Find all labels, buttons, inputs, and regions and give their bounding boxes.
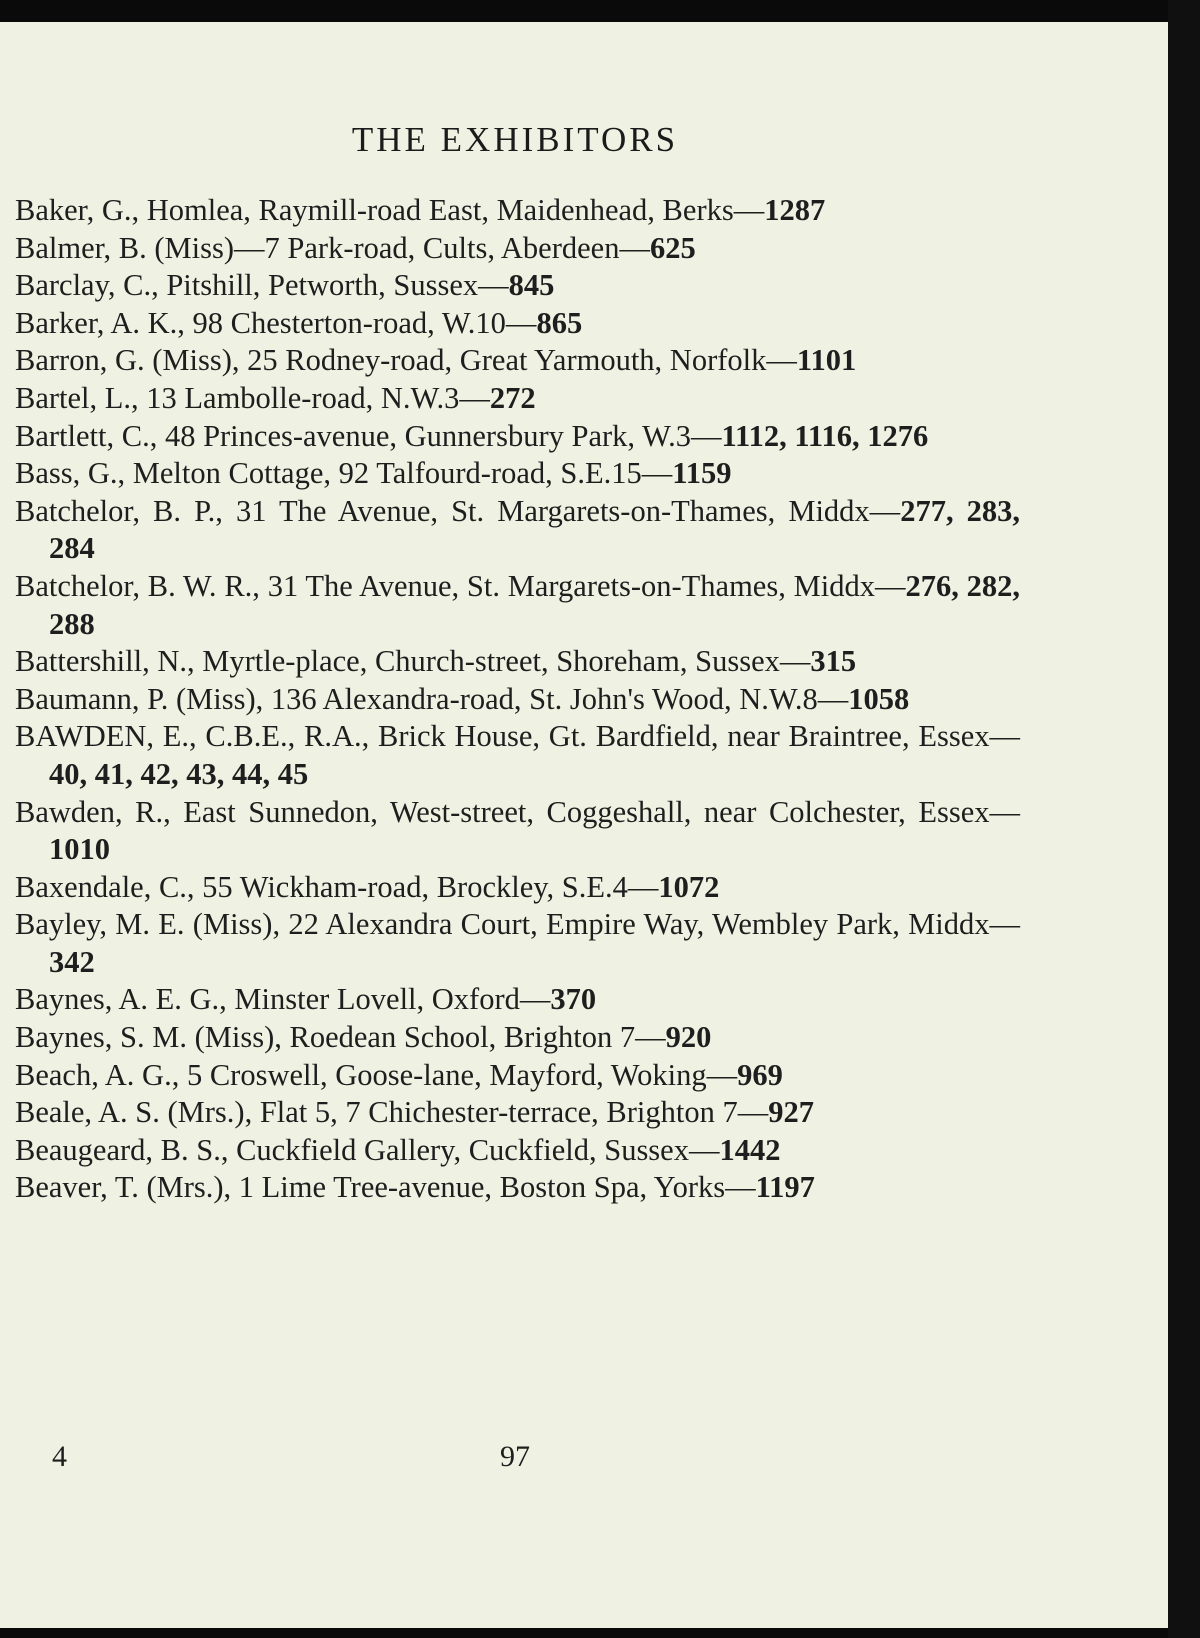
- list-item: [15, 1057, 1020, 1095]
- list-item: [15, 794, 1020, 869]
- list-item: [15, 267, 1020, 305]
- exhibit-numbers: 272: [489, 380, 536, 415]
- page-title: THE EXHIBITORS: [351, 120, 679, 159]
- exhibitor-entry-text: Bartel, L., 13 Lambolle-road, N.W.3—: [15, 380, 490, 415]
- scan-edge: [1168, 0, 1200, 1638]
- exhibitor-entry-text: Bass, G., Melton Cottage, 92 Talfourd-road, S.E.15—: [15, 456, 673, 491]
- list-item: [15, 906, 1020, 981]
- signature-mark: 4: [52, 1440, 67, 1473]
- exhibitor-entry-text: Baynes, S. M. (Miss), Roedean School, Brighton 7—: [15, 1020, 666, 1055]
- exhibitor-entry-text: Baumann, P. (Miss), 136 Alexandra-road, St. John's Wood, N.W.8—: [15, 681, 849, 716]
- exhibit-numbers: 40, 41, 42, 43, 44, 45: [49, 756, 309, 791]
- exhibitor-entry-text: Beaugeard, B. S., Cuckfield Gallery, Cuckfield, Sussex—: [15, 1132, 720, 1167]
- exhibitor-entry-text: Batchelor, B. P., 31 The Avenue, St. Margarets-on-Thames, Middx—: [15, 493, 901, 528]
- exhibit-numbers: 370: [550, 982, 597, 1017]
- list-item: [15, 380, 1020, 418]
- list-item: [15, 1019, 1020, 1057]
- list-item: [15, 305, 1020, 343]
- list-item: [15, 869, 1020, 907]
- exhibit-numbers: 845: [508, 268, 555, 303]
- exhibit-numbers: 927: [768, 1095, 815, 1130]
- exhibit-numbers: 276, 282, 288: [49, 568, 1020, 641]
- list-item: [15, 1094, 1020, 1132]
- exhibitor-entry-text: Baxendale, C., 55 Wickham-road, Brockley, S.E.4—: [15, 869, 659, 904]
- exhibitor-entry-text: Beaver, T. (Mrs.), 1 Lime Tree-avenue, Boston Spa, Yorks—: [15, 1170, 756, 1205]
- list-item: [15, 568, 1020, 643]
- exhibit-numbers: 625: [649, 230, 696, 265]
- list-item: [15, 681, 1020, 719]
- exhibit-numbers: 1159: [672, 456, 732, 491]
- list-item: [15, 418, 1020, 456]
- list-item: [15, 718, 1020, 793]
- exhibit-numbers: 1442: [719, 1132, 781, 1167]
- list-item: [15, 981, 1020, 1019]
- exhibit-numbers: 969: [737, 1057, 783, 1092]
- page-number: 97: [500, 1440, 530, 1473]
- exhibitor-entry-text: Battershill, N., Myrtle-place, Church-street, Shoreham, Sussex—: [15, 644, 811, 679]
- list-item: [15, 1169, 1020, 1207]
- exhibitor-entry-text: Bayley, M. E. (Miss), 22 Alexandra Court, Empire Way, Wembley Park, Middx—: [15, 907, 1020, 942]
- list-item: [15, 1132, 1020, 1170]
- exhibit-numbers: 865: [536, 305, 583, 340]
- exhibit-numbers: 1010: [49, 832, 110, 867]
- exhibitor-entry-text: Baker, G., Homlea, Raymill-road East, Maidenhead, Berks—: [15, 193, 765, 227]
- exhibit-numbers: 1112, 1116, 1276: [721, 418, 929, 453]
- list-item: [15, 192, 1020, 230]
- exhibit-numbers: 1197: [755, 1170, 815, 1205]
- exhibit-numbers: 277, 283, 284: [49, 493, 1021, 566]
- exhibit-numbers: 1287: [764, 193, 826, 227]
- exhibit-numbers: 1072: [658, 869, 720, 904]
- exhibitor-entry-text: Barker, A. K., 98 Chesterton-road, W.10—: [15, 305, 537, 340]
- exhibit-numbers: 1101: [796, 343, 857, 378]
- exhibitor-entry-text: Barclay, C., Pitshill, Petworth, Sussex—: [15, 268, 509, 303]
- book-page: [0, 22, 1168, 1628]
- exhibit-numbers: 315: [810, 644, 857, 679]
- exhibitor-entry-text: Bawden, R., East Sunnedon, West-street, Coggeshall, near Colchester, Essex—: [15, 794, 1020, 829]
- exhibit-numbers: 920: [665, 1020, 712, 1055]
- exhibitor-entry-text: Beale, A. S. (Mrs.), Flat 5, 7 Chichester-terrace, Brighton 7—: [15, 1095, 769, 1130]
- exhibitor-list: [15, 192, 1020, 1207]
- list-item: [15, 342, 1020, 380]
- list-item: [15, 230, 1020, 268]
- exhibitor-entry-text: Beach, A. G., 5 Croswell, Goose-lane, Mayford, Woking—: [15, 1057, 738, 1092]
- exhibitor-entry-text: Bartlett, C., 48 Princes-avenue, Gunnersbury Park, W.3—: [15, 418, 722, 453]
- exhibitor-entry-text: Baynes, A. E. G., Minster Lovell, Oxford—: [15, 982, 551, 1017]
- list-item: [15, 493, 1020, 568]
- list-item: [15, 643, 1020, 681]
- list-item: [15, 455, 1020, 493]
- exhibitor-entry-text: Balmer, B. (Miss)—7 Park-road, Cults, Aberdeen—: [15, 230, 650, 265]
- exhibit-numbers: 342: [49, 944, 95, 979]
- exhibitor-entry-text: Batchelor, B. W. R., 31 The Avenue, St. Margarets-on-Thames, Middx—: [15, 568, 906, 603]
- exhibitor-entry-text: BAWDEN, E., C.B.E., R.A., Brick House, Gt. Bardfield, near Braintree, Essex—: [15, 719, 1020, 754]
- exhibit-numbers: 1058: [848, 681, 910, 716]
- exhibitor-entry-text: Barron, G. (Miss), 25 Rodney-road, Great Yarmouth, Norfolk—: [15, 343, 797, 378]
